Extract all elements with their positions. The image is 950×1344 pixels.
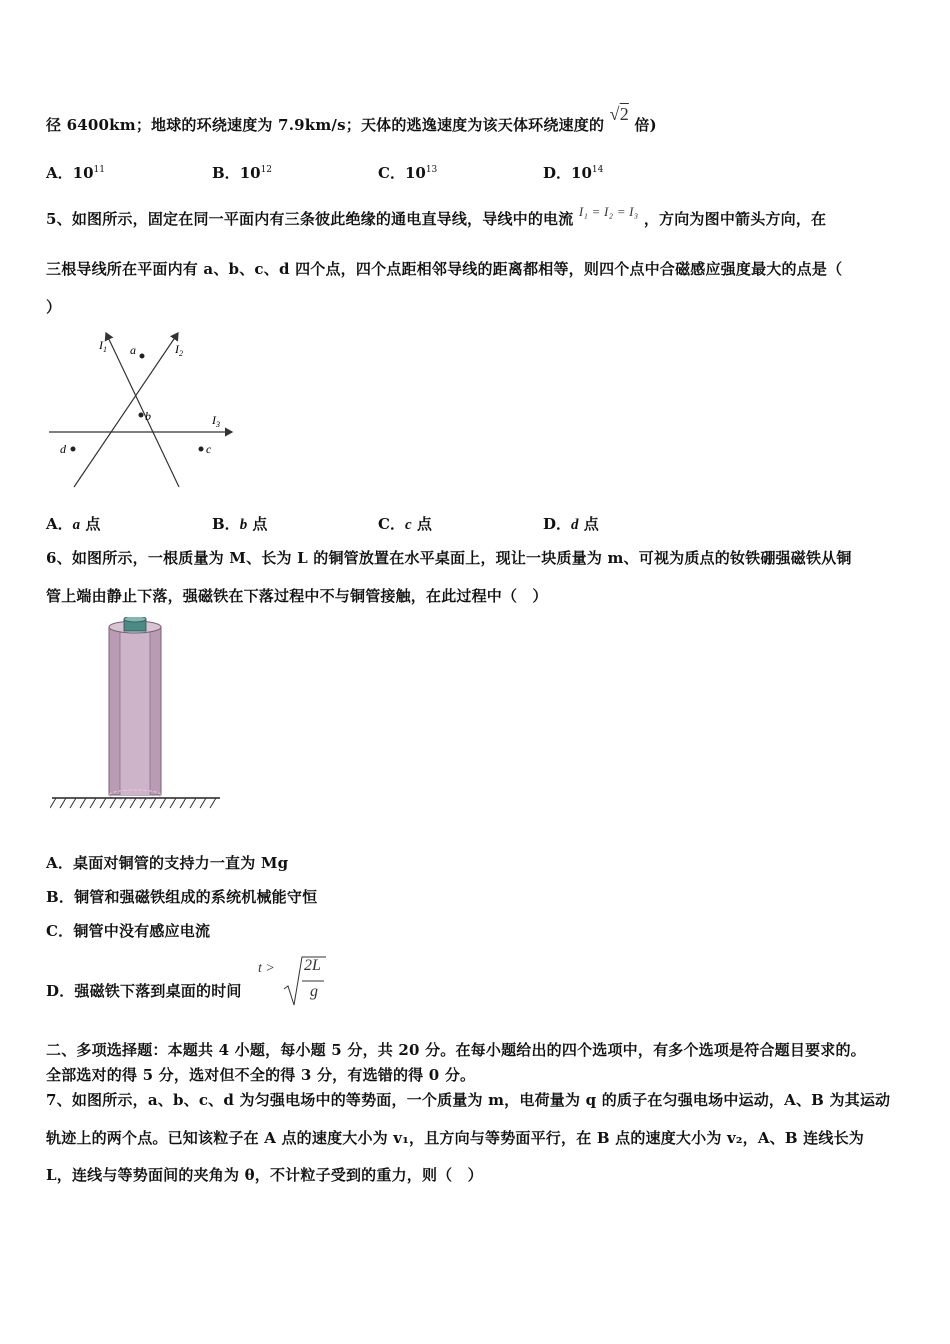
label-i1: $I_1$ (99, 338, 107, 354)
copper-pipe-figure (50, 617, 222, 817)
wire-i2 (74, 333, 178, 487)
q6-line-2: 管上端由静止下落，强磁铁在下落过程中不与铜管接触，在此过程中（ ） (46, 587, 548, 605)
q5-line-2: 三根导线所在平面内有 a、b、c、d 四个点，四个点距相邻导线的距离都相等，则四个点中合磁感应强度最大的点是（ (46, 260, 843, 278)
q4-option-b[interactable]: B．$10^{12}$ (212, 164, 273, 182)
svg-text:d: d (60, 442, 66, 456)
svg-text:c: c (206, 442, 212, 456)
q6-option-c[interactable]: C．铜管中没有感应电流 (46, 922, 211, 940)
q6-option-a[interactable]: A．桌面对铜管的支持力一直为 Mg (46, 854, 289, 872)
q4-continuation: 径 6400km；地球的环绕速度为 7.9km/s；天体的逃逸速度为该天体环绕速度的 √2 倍) (46, 104, 657, 134)
q6-line-1: 6、如图所示，一根质量为 M、长为 L 的铜管放置在水平桌面上，现让一块质量为 m、可视为质点的钕铁硼强磁铁从铜 (46, 549, 852, 567)
q5-line-3: ） (46, 298, 62, 316)
q5-option-d[interactable]: D．d 点 (543, 515, 599, 533)
magnet (124, 617, 146, 631)
q6-option-b[interactable]: B．铜管和强磁铁组成的系统机械能守恒 (46, 888, 318, 906)
q7-line-2: 轨迹上的两个点。已知该粒子在 A 点的速度大小为 v₁，且方向与等势面平行，在 B 点的速度大小为 v₂，A、B 连线长为 (46, 1129, 864, 1147)
q7-line-3: L，连线与等势面间的夹角为 θ，不计粒子受到的重力，则（ ） (46, 1166, 483, 1184)
q5-wire-figure (44, 325, 244, 490)
point-a (140, 354, 145, 359)
point-b (139, 413, 144, 418)
section-2-title: 二、多项选择题：本题共 4 小题，每小题 5 分，共 20 分。在每小题给出的四个选项中，有多个选项是符合题目要求的。 (46, 1041, 866, 1059)
current-formula: I₁ = I₂ = I₃ (578, 204, 639, 219)
q4-option-a[interactable]: A．$10^{11}$ (46, 164, 105, 182)
q5-option-c[interactable]: C．c 点 (378, 515, 432, 533)
q5-option-b[interactable]: B．b 点 (212, 515, 268, 533)
sqrt-2: √2 (609, 104, 629, 124)
svg-text:b: b (145, 409, 151, 423)
q4-text: 径 6400km；地球的环绕速度为 7.9km/s；天体的逃逸速度为该天体环绕速度的 (46, 116, 605, 134)
q4-option-c[interactable]: C．$10^{13}$ (378, 164, 438, 182)
q5-line-1: 5、如图所示，固定在同一平面内有三条彼此绝缘的通电直导线，导线中的电流 I₁ = I₂ = I₃ ，方向为图中箭头方向，在 (46, 204, 827, 228)
label-i3: $I_3$ (212, 413, 220, 429)
q7-line-1: 7、如图所示，a、b、c、d 为匀强电场中的等势面，一个质量为 m，电荷量为 q 的质子在匀强电场中运动，A、B 为其运动 (46, 1091, 891, 1109)
q6-d-formula: t > 2L g (258, 955, 338, 1007)
label-i2: $I_2$ (175, 342, 183, 358)
svg-text:a: a (130, 343, 136, 357)
point-d (71, 447, 76, 452)
q6-option-d[interactable]: D．强磁铁下落到桌面的时间 (46, 982, 242, 1000)
q4-option-d[interactable]: D．$10^{14}$ (543, 164, 604, 182)
section-2-scoring: 全部选对的得 5 分，选对但不全的得 3 分，有选错的得 0 分。 (46, 1066, 476, 1084)
point-c (199, 447, 204, 452)
q5-option-a[interactable]: A．a 点 (46, 515, 101, 533)
